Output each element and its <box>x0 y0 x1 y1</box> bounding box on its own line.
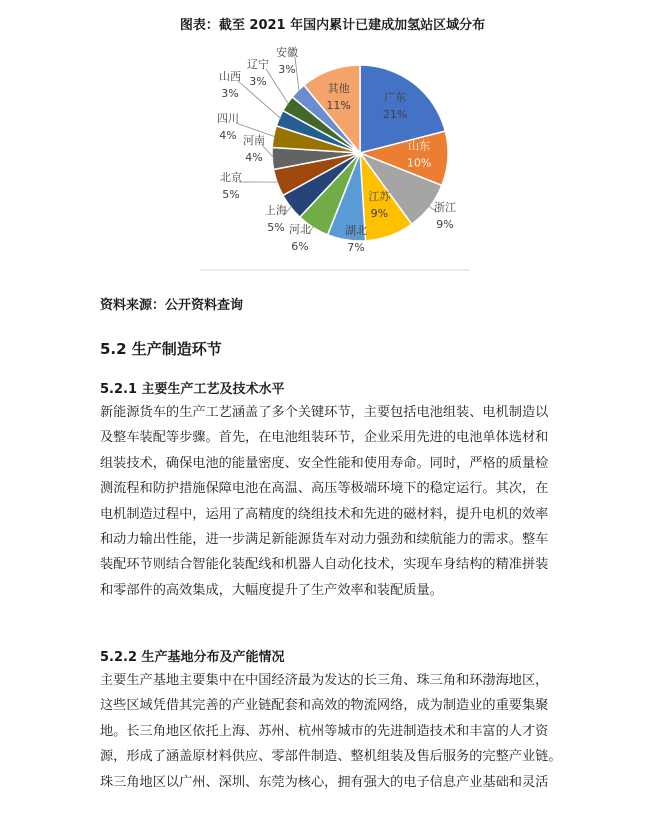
text-line: 电机制造过程中，运用了高精度的绕组技术和先进的磁材料，提升电机的效率 <box>100 506 549 522</box>
slice-label-value: 4% <box>245 151 263 164</box>
text-line: 装配环节则结合智能化装配线和机器人自动化技术，实现车身结构的精准拼装 <box>100 557 549 573</box>
text-line: 组装技术，确保电池的能量密度、安全性能和使用寿命。同时，严格的质量检 <box>100 455 549 471</box>
slice-label-value: 9% <box>436 218 454 231</box>
text-line: 和零部件的高效集成，大幅度提升了生产效率和装配质量。 <box>100 582 443 598</box>
text-line: 新能源货车的生产工艺涵盖了多个关键环节，主要包括电池组装、电机制造以 <box>100 405 549 420</box>
text-line: 这些区域凭借其完善的产业链配套和高效的物流网络，成为制造业的重要集聚 <box>100 698 549 714</box>
slice-label-value: 10% <box>406 156 432 170</box>
slice-label-value: 3% <box>278 63 296 76</box>
slice-label-name: 北京 <box>220 171 242 184</box>
slice-label-name: 山西 <box>219 70 241 83</box>
text-line: 主要生产基地主要集中在中国经济最为发达的长三角、珠三角和环渤海地区， <box>100 673 549 688</box>
slice-label-value: 7% <box>347 241 365 254</box>
text-line: 珠三角地区以广州、深圳、东莞为核心，拥有强大的电子信息产业基础和灵活 <box>100 774 549 790</box>
slice-label-value: 9% <box>370 206 389 220</box>
source-note: 资料来源：公开资料查询 <box>100 298 244 313</box>
section-heading: 5.2 生产制造环节 <box>100 340 222 358</box>
slice-label-value: 6% <box>291 240 309 253</box>
slice-label-value: 21% <box>382 107 408 121</box>
slice-label-name: 江苏 <box>368 189 391 203</box>
slice-label-value: 5% <box>222 188 240 201</box>
subsection-heading-process: 5.2.1 主要生产工艺及技术水平 <box>100 382 285 397</box>
slice-label-value: 11% <box>326 99 351 113</box>
text-line: 及整车装配等步骤。首先，在电池组装环节，企业采用先进的电池单体选材和 <box>100 430 549 446</box>
text-line: 源，形成了涵盖原材料供应、零部件制造、整机组装及售后服务的完整产业链。 <box>100 749 562 765</box>
slice-label-value: 3% <box>221 87 239 100</box>
slice-label-name: 河北 <box>289 223 311 236</box>
slice-label-name: 四川 <box>217 112 239 125</box>
slice-label-name: 上海 <box>265 204 287 217</box>
slice-label-name: 浙江 <box>434 201 456 214</box>
slice-label-name: 安徽 <box>276 46 298 59</box>
slice-label-name: 湖北 <box>345 224 367 237</box>
slice-label-name: 河南 <box>243 134 265 147</box>
slice-label-name: 广东 <box>384 90 407 104</box>
text-line: 地。长三角地区依托上海、苏州、杭州等城市的先进制造技术和丰富的人才资 <box>100 723 549 739</box>
pie-chart <box>0 0 665 290</box>
slice-label-value: 5% <box>267 221 285 234</box>
chart-title: 图表：截至 2021 年国内累计已建成加氢站区域分布 <box>179 18 486 33</box>
text-line: 测流程和防护措施保障电池在高温、高压等极端环境下的稳定运行。其次，在 <box>100 481 549 497</box>
subsection-heading-bases: 5.2.2 生产基地分布及产能情况 <box>100 650 285 665</box>
text-line: 和动力输出性能，进一步满足新能源货车对动力强劲和续航能力的需求。整车 <box>100 532 549 548</box>
slice-label-name: 山东 <box>408 139 431 153</box>
slice-label-value: 3% <box>249 75 267 88</box>
slice-label-value: 4% <box>219 129 237 142</box>
slice-label-name: 辽宁 <box>247 58 269 71</box>
paragraph-bases <box>100 668 582 795</box>
slice-label-name: 其他 <box>327 82 350 96</box>
paragraph-process <box>100 400 582 603</box>
